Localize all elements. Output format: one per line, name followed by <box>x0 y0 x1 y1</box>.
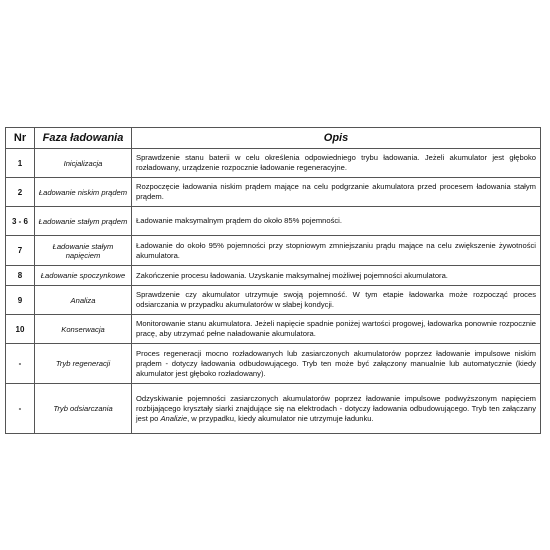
table-row <box>6 149 541 178</box>
row-nr: 3 - 6 <box>6 207 35 236</box>
row-phase: Ładowanie spoczynkowe <box>35 266 132 286</box>
desc-text: , w przypadku, kiedy akumulator nie utrzymuje ładunku. <box>187 413 374 423</box>
table-row <box>6 344 541 384</box>
row-mode: Tryb odsiarczania <box>35 384 132 434</box>
row-nr: 10 <box>6 315 35 344</box>
table-row <box>6 286 541 315</box>
row-description: Rozpoczęcie ładowania niskim prądem mające na celu podgrzanie akumulatora przed procesem ładowania stałym prądem. <box>132 178 541 207</box>
header-phase: Faza ładowania <box>35 128 132 149</box>
row-description <box>132 384 541 434</box>
row-description: Ładowanie do około 95% pojemności przy stopniowym zmniejszaniu prądu mające na celu zwiększenie żywotności akumulatora. <box>132 236 541 266</box>
row-description: Sprawdzenie stanu baterii w celu określenia odpowiedniego trybu ładowania. Jeżeli akumulator jest głęboko rozładowany, urządzenie rozpocznie ładowanie regeneracyjne. <box>132 149 541 178</box>
row-phase: Ładowanie niskim prądem <box>35 178 132 207</box>
charging-phases-table <box>5 127 541 344</box>
desc-emphasis: Analizie <box>160 413 188 423</box>
row-nr: 2 <box>6 178 35 207</box>
row-phase: Konserwacja <box>35 315 132 344</box>
row-description: Proces regeneracji mocno rozładowanych lub zasiarczonych akumulatorów poprzez ładowanie impulsowe niskim prądem - dotyczy ładowania odbudowującego. Tryb ten może być załączony manualnie lub automatycznie (kiedy akumulator jest głęboko rozładowany). <box>132 344 541 384</box>
desc-text: Odzyskiwanie pojemności zasiarczonych akumulatorów poprzez ładowanie impulsowe podwyższonym napięciem rozbijającego kryształy siarki znajdujące się na elektrodach - dotyczy ładowania odbudowującego. Tryb ten załączany jest po <box>136 393 536 423</box>
table-header-row <box>6 128 541 149</box>
table-row <box>6 384 541 434</box>
row-phase: Inicjalizacja <box>35 149 132 178</box>
table-row <box>6 236 541 266</box>
row-nr: 9 <box>6 286 35 315</box>
row-nr: 1 <box>6 149 35 178</box>
table-row <box>6 315 541 344</box>
row-phase: Ładowanie stałym napięciem <box>35 236 132 266</box>
row-nr: - <box>6 384 35 434</box>
row-mode: Tryb regeneracji <box>35 344 132 384</box>
row-phase: Ładowanie stałym prądem <box>35 207 132 236</box>
row-nr: 7 <box>6 236 35 266</box>
header-nr: Nr <box>6 128 35 149</box>
row-phase: Analiza <box>35 286 132 315</box>
row-description: Zakończenie procesu ładowania. Uzyskanie maksymalnej możliwej pojemności akumulatora. <box>132 266 541 286</box>
row-description: Monitorowanie stanu akumulatora. Jeżeli napięcie spadnie poniżej wartości progowej, ładowarka ponownie rozpocznie pracę, aby utrzymać pełne naładowanie akumulatora. <box>132 315 541 344</box>
header-description: Opis <box>132 128 541 149</box>
row-nr: 8 <box>6 266 35 286</box>
table-row <box>6 207 541 236</box>
row-nr: - <box>6 344 35 384</box>
row-description: Ładowanie maksymalnym prądem do około 85% pojemności. <box>132 207 541 236</box>
table-row <box>6 266 541 286</box>
row-description: Sprawdzenie czy akumulator utrzymuje swoją pojemność. W tym etapie ładowarka może rozpocząć proces odsiarczania w przypadku akumulatorów w słabej kondycji. <box>132 286 541 315</box>
table-row <box>6 178 541 207</box>
charging-modes-table <box>5 343 541 434</box>
